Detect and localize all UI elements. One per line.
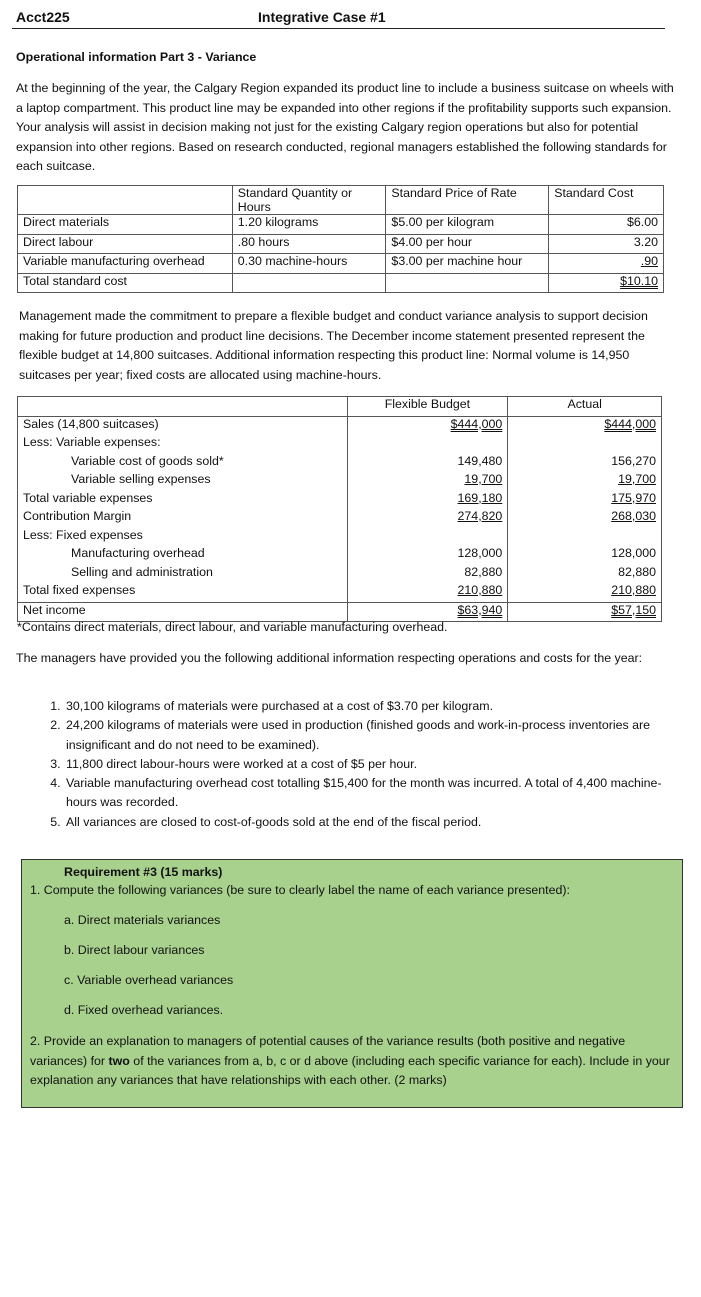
standards-row-price: $5.00 per kilogram bbox=[386, 215, 549, 235]
requirement-question-2 bbox=[30, 1032, 680, 1091]
income-row-actual: 128,000 bbox=[508, 546, 662, 565]
course-code: Acct225 bbox=[16, 9, 70, 25]
income-statement-table bbox=[17, 396, 662, 622]
income-row-label: Selling and administration bbox=[18, 565, 348, 584]
requirement-box bbox=[21, 859, 683, 1108]
income-row-actual bbox=[508, 528, 662, 547]
standards-row-qty bbox=[232, 273, 386, 293]
income-row-label: Total fixed expenses bbox=[18, 583, 348, 602]
income-row-actual: 156,270 bbox=[508, 454, 662, 473]
standards-row-label: Direct materials bbox=[18, 215, 233, 235]
standards-row-cost: .90 bbox=[549, 254, 664, 274]
income-row-label: Contribution Margin bbox=[18, 509, 348, 528]
income-row-flexible: 210,880 bbox=[347, 583, 508, 602]
standards-header-qty: Standard Quantity or Hours bbox=[232, 186, 386, 215]
income-header-actual: Actual bbox=[508, 397, 662, 417]
requirement-sub-item: a. Direct materials variances bbox=[64, 913, 221, 927]
income-footnote: *Contains direct materials, direct labour, and variable manufacturing overhead. bbox=[17, 620, 448, 634]
income-row-actual: 175,970 bbox=[508, 491, 662, 510]
flexible-budget-paragraph: Management made the commitment to prepare a flexible budget and conduct variance analysis to support decision making for future production and product line decisions. The December income statement presented represent the flexible budget at 14,800 suitcases. Additional information respecting this product line: Normal volume is 14,950 suitcases per year; fixed costs are allocated using machine-hours. bbox=[19, 309, 648, 382]
standards-row-cost: $10.10 bbox=[549, 273, 664, 293]
standards-row-price: $3.00 per machine hour bbox=[386, 254, 549, 274]
income-row-label: Manufacturing overhead bbox=[18, 546, 348, 565]
requirement-sub-item: c. Variable overhead variances bbox=[64, 973, 234, 987]
standards-row-cost: 3.20 bbox=[549, 234, 664, 254]
list-item: 2. 24,200 kilograms of materials were used in production (finished goods and work-in-process inventories are insignificant and do not need to be examined). bbox=[64, 716, 674, 755]
standards-header-empty bbox=[18, 186, 233, 215]
standards-header-price: Standard Price of Rate bbox=[386, 186, 549, 215]
requirement-q2-text: 2. Provide an explanation to managers of potential causes of the variance results (both positive and negative variances) for bbox=[30, 1034, 626, 1068]
income-header-flexible: Flexible Budget bbox=[347, 397, 508, 417]
income-row-label: Variable selling expenses bbox=[18, 472, 348, 491]
document-title: Integrative Case #1 bbox=[258, 9, 386, 25]
standards-row-price: $4.00 per hour bbox=[386, 234, 549, 254]
standards-row-qty: 0.30 machine-hours bbox=[232, 254, 386, 274]
requirement-q2-emphasis: two bbox=[108, 1053, 130, 1068]
requirement-title: Requirement #3 (15 marks) bbox=[64, 865, 223, 879]
income-row-label: Variable cost of goods sold* bbox=[18, 454, 348, 473]
income-row-flexible: 19,700 bbox=[347, 472, 508, 491]
additional-info-list bbox=[36, 697, 674, 832]
income-row-label: Total variable expenses bbox=[18, 491, 348, 510]
income-row-label: Less: Variable expenses: bbox=[18, 435, 348, 454]
intro-paragraph: At the beginning of the year, the Calgary Region expanded its product line to include a business suitcase on wheels with a laptop compartment. This product line may be expanded into other regions if the profitability supports such expansion. Your analysis will assist in decision making not just for the existing Calgary region operations but also for potential expansion into other regions. Based on research conducted, regional managers established the following standards for each suitcase. bbox=[16, 81, 674, 173]
requirement-sub-item: b. Direct labour variances bbox=[64, 943, 205, 957]
income-row-actual: $57,150 bbox=[508, 602, 662, 622]
income-row-flexible: 149,480 bbox=[347, 454, 508, 473]
income-row-actual: 268,030 bbox=[508, 509, 662, 528]
list-item: 3. 11,800 direct labour-hours were worked at a cost of $5 per hour. bbox=[64, 755, 674, 774]
income-row-flexible: 82,880 bbox=[347, 565, 508, 584]
standards-header-cost: Standard Cost bbox=[549, 186, 664, 215]
standards-row-label: Total standard cost bbox=[18, 273, 233, 293]
income-row-actual: 19,700 bbox=[508, 472, 662, 491]
section-title: Operational information Part 3 - Variance bbox=[16, 50, 257, 64]
standards-row-label: Variable manufacturing overhead bbox=[18, 254, 233, 274]
income-row-flexible: 128,000 bbox=[347, 546, 508, 565]
list-item: 1. 30,100 kilograms of materials were purchased at a cost of $3.70 per kilogram. bbox=[64, 697, 674, 716]
standards-table bbox=[17, 185, 664, 293]
income-row-flexible bbox=[347, 435, 508, 454]
requirement-q2-text: of the variances from a, b, c or d above (including each specific variance for each). Include in your explanation any variances that have relationships with each other. (2 marks) bbox=[30, 1053, 670, 1087]
income-row-flexible: $63,940 bbox=[347, 602, 508, 622]
income-row-label: Sales (14,800 suitcases) bbox=[18, 416, 348, 435]
requirement-sub-item: d. Fixed overhead variances. bbox=[64, 1003, 224, 1017]
list-item: 4. Variable manufacturing overhead cost totalling $15,400 for the month was incurred. A total of 4,400 machine-hours was recorded. bbox=[64, 774, 674, 813]
standards-row-qty: .80 hours bbox=[232, 234, 386, 254]
income-header-empty bbox=[18, 397, 348, 417]
standards-row-cost: $6.00 bbox=[549, 215, 664, 235]
income-row-flexible: 274,820 bbox=[347, 509, 508, 528]
standards-row-label: Direct labour bbox=[18, 234, 233, 254]
income-row-flexible: $444,000 bbox=[347, 416, 508, 435]
header-divider bbox=[12, 28, 665, 29]
income-row-actual: 82,880 bbox=[508, 565, 662, 584]
standards-row-price bbox=[386, 273, 549, 293]
additional-info-paragraph: The managers have provided you the following additional information respecting operations and costs for the year: bbox=[16, 651, 643, 665]
list-item: 5. All variances are closed to cost-of-goods sold at the end of the fiscal period. bbox=[64, 813, 674, 832]
income-row-label: Less: Fixed expenses bbox=[18, 528, 348, 547]
standards-row-qty: 1.20 kilograms bbox=[232, 215, 386, 235]
requirement-question-1: 1. Compute the following variances (be sure to clearly label the name of each variance presented): bbox=[30, 883, 570, 897]
income-row-actual bbox=[508, 435, 662, 454]
income-row-flexible bbox=[347, 528, 508, 547]
income-row-actual: 210,880 bbox=[508, 583, 662, 602]
income-row-actual: $444,000 bbox=[508, 416, 662, 435]
income-row-label: Net income bbox=[18, 602, 348, 622]
income-row-flexible: 169,180 bbox=[347, 491, 508, 510]
